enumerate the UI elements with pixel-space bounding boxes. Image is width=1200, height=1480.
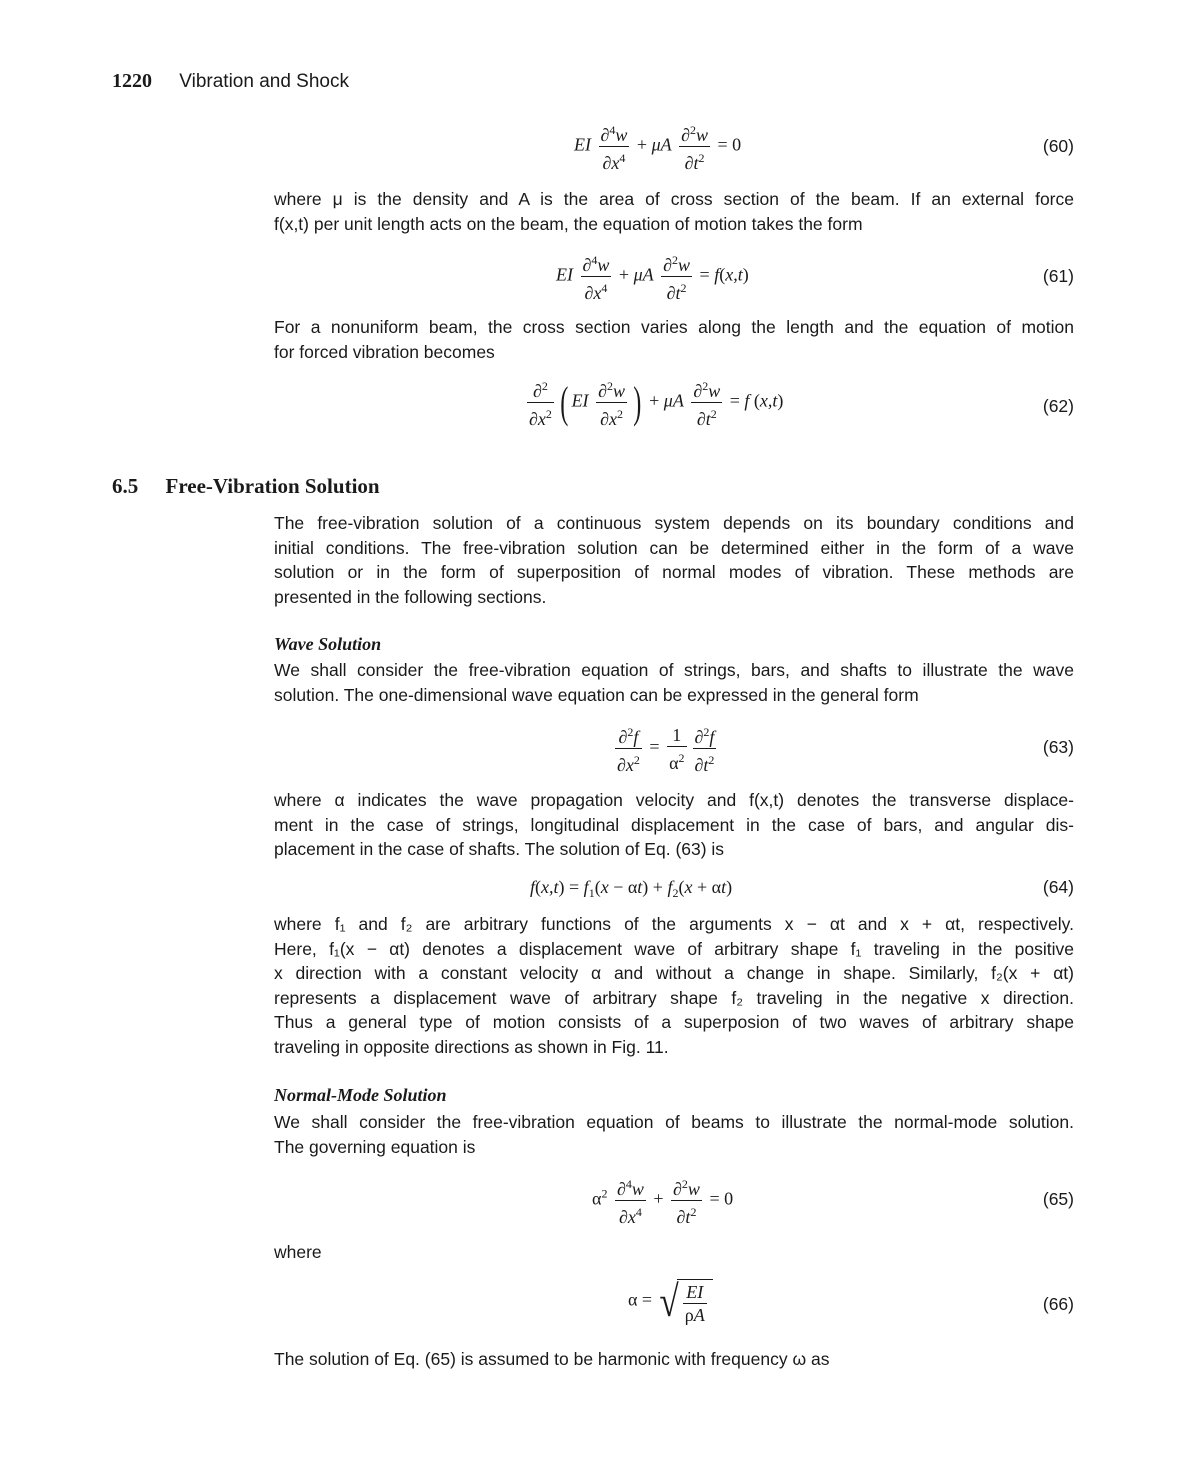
text-line: x direction with a constant velocity α and without a change in shape. Similarly, f₂(x + αt) xyxy=(274,963,1074,984)
equation-61: EI $\frac{\partial^4w}{\partial x^4}$ + μA $\frac{\partial^2w}{\partial t^2}$ = f(x,t) xyxy=(556,250,749,303)
text-line: Here, f₁(x − αt) denotes a displacement wave of arbitrary shape f₁ traveling in the positive xyxy=(274,938,1074,959)
paragraph xyxy=(274,1110,1074,1159)
equation-number-61: (61) xyxy=(1042,266,1074,286)
text-line: where α indicates the wave propagation velocity and f(x,t) denotes the transverse displace- xyxy=(274,790,1074,810)
section-title: Free-Vibration Solution xyxy=(165,474,380,498)
text-line: where μ is the density and A is the area of cross section of the beam. If an external force xyxy=(274,189,1074,209)
equation-number-63: (63) xyxy=(1042,737,1074,757)
page-number: 1220 xyxy=(112,70,152,92)
equation-number-62: (62) xyxy=(1042,396,1074,416)
equation-60: EI $\frac{\partial^4w}{\partial x^4}$ + μA $\frac{\partial^2w}{\partial t^2}$ = 0 xyxy=(574,120,741,173)
text-line: f(x,t) per unit length acts on the beam, the equation of motion takes the form xyxy=(274,213,863,234)
paragraph xyxy=(274,511,1074,609)
running-title: Vibration and Shock xyxy=(179,71,349,92)
equation-64: $f(x,t) = f_1(x - \alpha t) + f_2(x + \alpha t)$ xyxy=(530,877,733,900)
equation-number-66: (66) xyxy=(1042,1294,1074,1314)
text-line: initial conditions. The free-vibration solution can be determined either in the form of a wave xyxy=(274,537,1074,558)
text-line: for forced vibration becomes xyxy=(274,341,495,362)
text-line: We shall consider the free-vibration equation of beams to illustrate the normal-mode solution. xyxy=(274,1112,1074,1132)
equation-66: α = √ $\frac{EI}{\rho A}$ xyxy=(628,1276,713,1327)
subheading-wave-solution: Wave Solution xyxy=(274,634,382,654)
paragraph xyxy=(274,187,1074,236)
equation-65: $\alpha^2$ $\frac{\partial^4w}{\partial x^4}$ + $\frac{\partial^2w}{\partial t^2}$ = 0 xyxy=(592,1174,733,1227)
equation-number-65: (65) xyxy=(1042,1189,1074,1209)
text-line: placement in the case of shafts. The solution of Eq. (63) is xyxy=(274,839,725,860)
running-head xyxy=(112,70,349,93)
text-line: represents a displacement wave of arbitrary shape f₂ traveling in the negative x direction. xyxy=(274,987,1074,1008)
text-line: Thus a general type of motion consists of a superposion of two waves of arbitrary shape xyxy=(274,1012,1074,1033)
paragraph xyxy=(274,1240,1074,1265)
text-line: The free-vibration solution of a continuous system depends on its boundary conditions and xyxy=(274,513,1074,533)
paragraph xyxy=(274,912,1074,1060)
text-line: solution or in the form of superposition of normal modes of vibration. These methods are xyxy=(274,562,1074,583)
equation-62: $\frac{\partial^2}{\partial x^2}$ ( EI $\frac{\partial^2w}{\partial x^2}$ ) + μA $\frac{\partial^2w}{\partial t^2}$ = f (x,t) xyxy=(529,377,784,429)
text-line: The solution of Eq. (65) is assumed to be harmonic with frequency ω as xyxy=(274,1349,830,1369)
section-number: 6.5 xyxy=(112,474,139,498)
section-heading xyxy=(112,474,380,499)
paragraph xyxy=(274,658,1074,707)
text-line: For a nonuniform beam, the cross section varies along the length and the equation of motion xyxy=(274,317,1074,337)
text-line: where xyxy=(274,1242,322,1262)
equation-number-64: (64) xyxy=(1042,877,1074,897)
text-line: We shall consider the free-vibration equation of strings, bars, and shafts to illustrate the wave xyxy=(274,660,1074,680)
text-line: The governing equation is xyxy=(274,1136,476,1157)
text-line: where f₁ and f₂ are arbitrary functions of the arguments x − αt and x + αt, respectively. xyxy=(274,914,1074,934)
paragraph xyxy=(274,315,1074,364)
text-line: solution. The one-dimensional wave equation can be expressed in the general form xyxy=(274,684,919,705)
text-line: presented in the following sections. xyxy=(274,586,547,607)
text-line: traveling in opposite directions as shown in Fig. 11. xyxy=(274,1036,669,1057)
paragraph xyxy=(274,788,1074,862)
text-line: ment in the case of strings, longitudinal displacement in the case of bars, and angular dis- xyxy=(274,814,1074,835)
paragraph xyxy=(274,1347,1074,1372)
equation-number-60: (60) xyxy=(1042,136,1074,156)
subheading-normal-mode-solution: Normal-Mode Solution xyxy=(274,1085,447,1105)
equation-63: $\frac{\partial^2f}{\partial x^2}$ = $\frac{1}{\alpha^2}$ $\frac{\partial^2f}{\partial t^2}$ xyxy=(612,722,719,775)
